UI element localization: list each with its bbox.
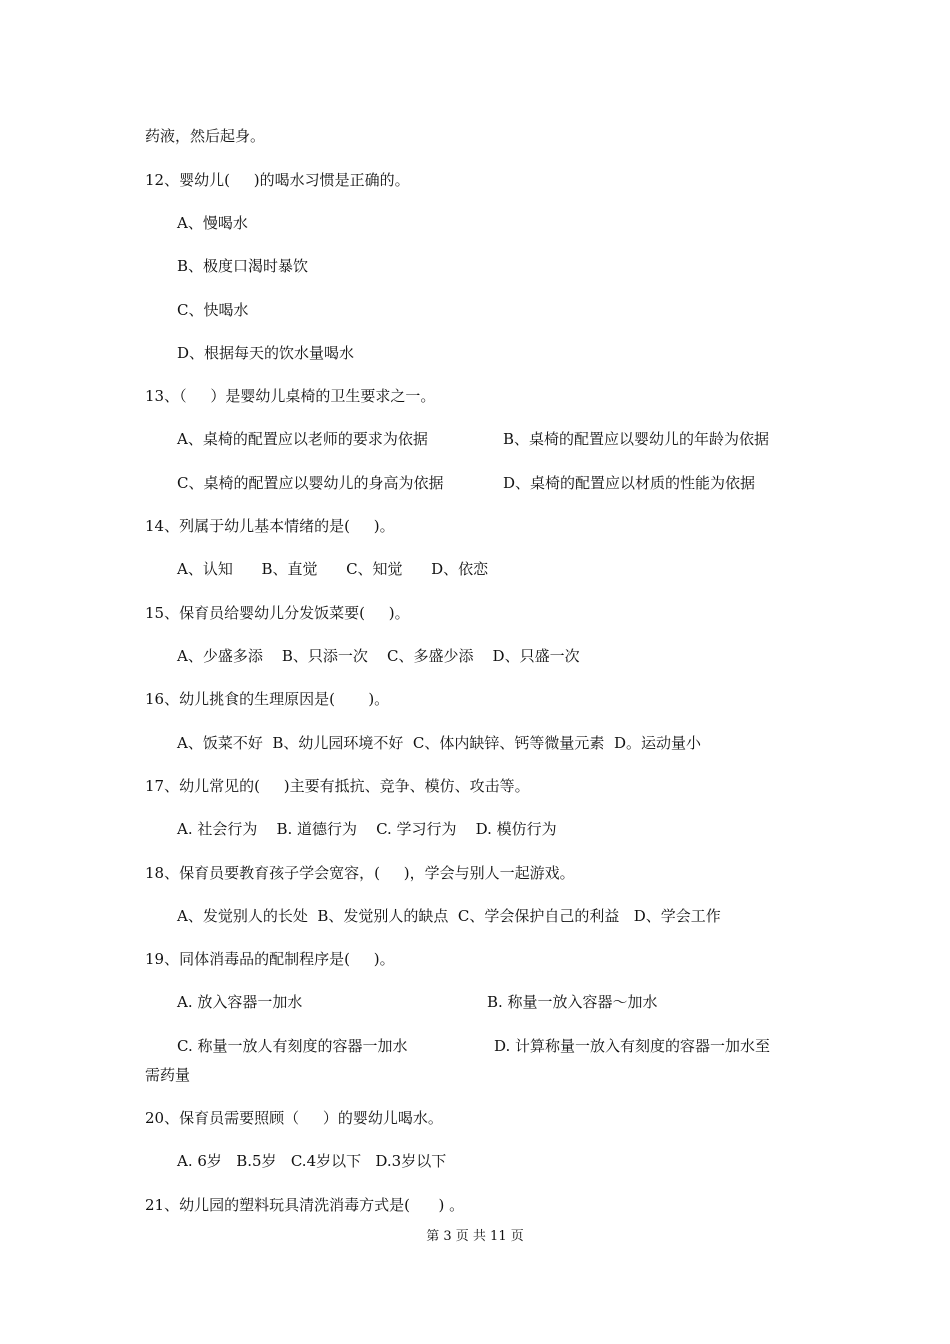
question-17-stem: 17、幼儿常见的( )主要有抵抗、竞争、模仿、攻击等。: [145, 777, 530, 795]
question-16-options: A、饭菜不好 B、幼儿园环境不好 C、体内缺锌、钙等微量元素 D。运动量小: [177, 734, 701, 752]
question-12-option-c: C、快喝水: [177, 301, 249, 319]
question-19-option-a: A. 放入容器一加水: [177, 993, 303, 1011]
question-17-options: A. 社会行为 B. 道德行为 C. 学习行为 D. 模仿行为: [177, 820, 557, 838]
question-18-options: A、发觉别人的长处 B、发觉别人的缺点 C、学会保护自己的利益 D、学会工作: [177, 907, 721, 925]
question-19-option-c: C. 称量一放人有刻度的容器一加水: [177, 1037, 408, 1055]
question-21-stem: 21、幼儿园的塑料玩具清洗消毒方式是( ) 。: [145, 1196, 465, 1214]
question-12-option-b: B、极度口渴时暴饮: [177, 257, 309, 275]
question-13-option-c: C、桌椅的配置应以婴幼儿的身高为依据: [177, 474, 444, 492]
question-19-option-d: D. 计算称量一放入有刻度的容器一加水至: [494, 1037, 771, 1055]
question-19-option-d-wrap: 需药量: [145, 1066, 191, 1084]
page-footer: 第 3 页 共 11 页: [426, 1229, 524, 1244]
question-18-stem: 18、保育员要教育孩子学会宽容，( )，学会与别人一起游戏。: [145, 864, 575, 882]
question-13-option-d: D、桌椅的配置应以材质的性能为依据: [503, 474, 756, 492]
question-20-options: A. 6岁 B.5岁 C.4岁以下 D.3岁以下: [177, 1152, 447, 1170]
continuation-text: 药液，然后起身。: [145, 127, 266, 145]
question-15-stem: 15、保育员给婴幼儿分发饭菜要( )。: [145, 604, 410, 622]
question-16-stem: 16、幼儿挑食的生理原因是( )。: [145, 690, 390, 708]
question-12-option-a: A、慢喝水: [177, 214, 248, 232]
question-13-stem: 13、（ ）是婴幼儿桌椅的卫生要求之一。: [145, 387, 436, 405]
question-13-option-a: A、桌椅的配置应以老师的要求为依据: [177, 430, 428, 448]
question-15-options: A、少盛多添 B、只添一次 C、多盛少添 D、只盛一次: [177, 647, 580, 665]
question-13-option-b: B、桌椅的配置应以婴幼儿的年龄为依据: [503, 430, 770, 448]
question-14-stem: 14、列属于幼儿基本情绪的是( )。: [145, 517, 395, 535]
question-19-option-b: B. 称量一放入容器～加水: [487, 993, 658, 1011]
question-19-stem: 19、同体消毒品的配制程序是( )。: [145, 950, 395, 968]
question-12-option-d: D、根据每天的饮水量喝水: [177, 344, 355, 362]
question-20-stem: 20、保育员需要照顾（ ）的婴幼儿喝水。: [145, 1109, 443, 1127]
question-12-stem: 12、婴幼儿( )的喝水习惯是正确的。: [145, 171, 410, 189]
question-14-options: A、认知 B、直觉 C、知觉 D、依恋: [177, 560, 489, 578]
